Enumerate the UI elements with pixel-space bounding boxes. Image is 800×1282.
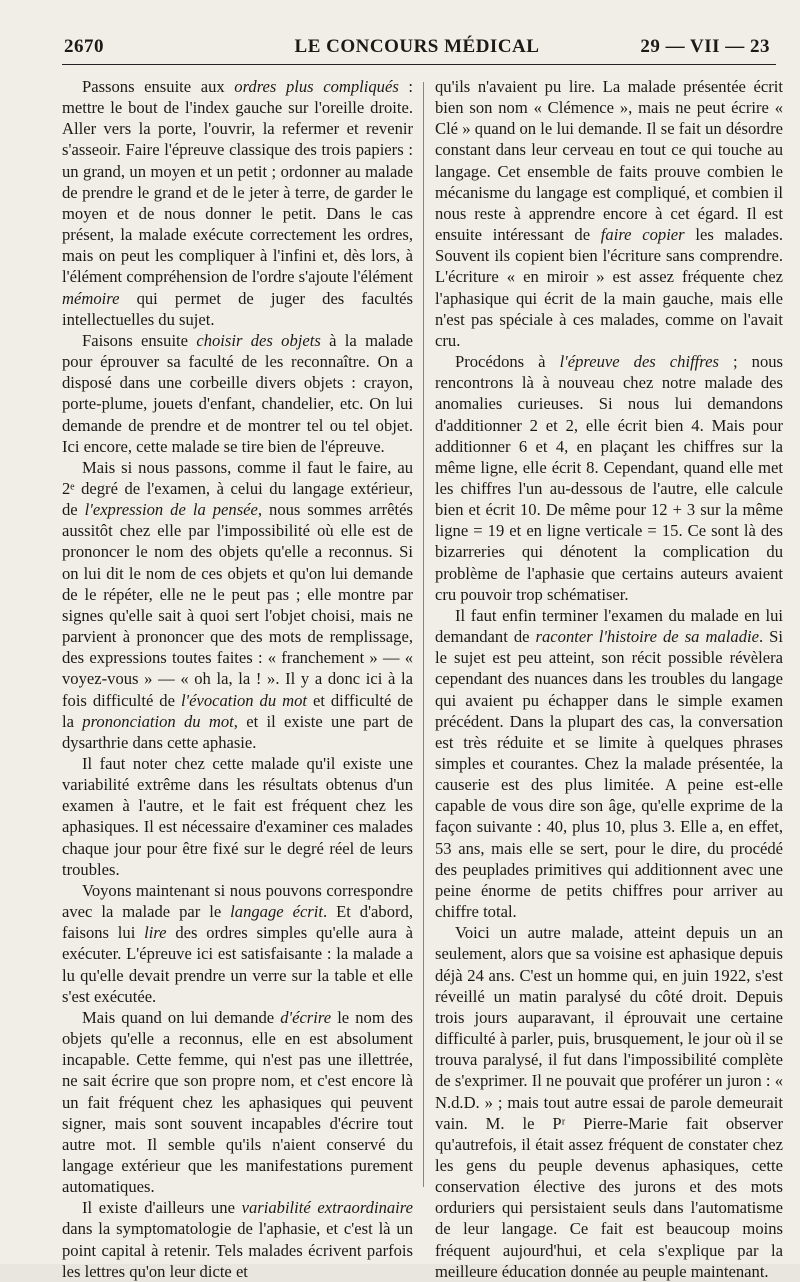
paragraph: Il faut noter chez cette malade qu'il existe une variabilité extrême dans les résultats obtenus d'un examen à l'autre, et le fait est fréquent chez les aphasiques. Il est nécessaire d'examiner ces malades chaque jour pour être fixé sur le degré réel de leurs troubles. <box>62 754 413 879</box>
paragraph: Voici un autre malade, atteint depuis un an seulement, alors que sa voisine est aphasique depuis déjà 24 ans. C'est un homme qui, en juin 1922, s'est réveillé un matin paralysé du côté droit. Depuis trois jours auparavant, il éprouvait une certaine difficulté à parler, puis, brusquement, le jour où il se trouva paralysé, il fut dans l'impossibilité complète de s'exprimer. Il ne pouvait que proférer un juron : « N.d.D. » ; mais tout autre essai de parole demeurait vain. M. le Pʳ Pierre-Marie fait observer qu'autrefois, il était assez fréquent de constater chez les gens du peuple devenus aphasiques, cette conservation élective des jurons et des mots orduriers qui persistaient seuls dans l'automatisme de leur langage. Ce fait est beaucoup moins fréquent aujourd'hui, et cela s'explique par la meilleure éducation donnée au peuple maintenant. <box>435 923 783 1281</box>
header-rule <box>62 64 776 65</box>
paragraph: Faisons ensuite choisir des objets à la malade pour éprouver sa faculté de les reconnaître. On a disposé dans une corbeille divers objets : crayon, porte-plume, jouets d'enfant, chandelier, etc. On lui demande de prendre et de montrer tel ou tel objet. Ici encore, cette malade se tire bien de l'épreuve. <box>62 330 414 456</box>
paragraph: Voyons maintenant si nous pouvons correspondre avec la malade par le langage écrit. Et d'abord, faisons lui lire des ordres simples qu'elle aura à exécuter. L'épreuve ici est satisfaisante : la malade a lu qu'elle devait prendre un verre sur la table et elle s'est exécutée. <box>62 880 414 1006</box>
paragraph: Passons ensuite aux ordres plus compliqués : mettre le bout de l'index gauche sur l'oreille droite. Aller vers la porte, l'ouvrir, la refermer et revenir s'asseoir. Faire l'épreuve classique des trois papiers : un grand, un moyen et un petit ; ordonner au malade de prendre le grand et de le jeter à terre, de garder le moyen et de nous donner le petit. Dans le cas présent, la malade exécute correctement les ordres, mais on peut les compliquer à l'infini et, dès lors, à l'élément compréhension de l'ordre s'ajoute l'élément mémoire qui permet de juger des facultés intellectuelles du sujet. <box>62 77 413 329</box>
journal-title: LE CONCOURS MÉDICAL <box>294 36 540 57</box>
paragraph: qu'ils n'avaient pu lire. La malade présentée écrit bien son nom « Clémence », mais ne peut écrire « Clé » quand on le lui demande. Il se fait un désordre constant dans leur cerveau en tout ce qui touche au langage. Cet ensemble de faits prouve combien le mécanisme du langage est compliqué, et combien il nous reste à apprendre encore à cet égard. Il est ensuite intéressant de faire copier les malades. Souvent ils copient bien l'écriture sans comprendre. L'écriture « en miroir » est assez fréquente chez l'aphasique qui écrit de la main gauche, mais elle n'est pas spéciale à ces malades, comme on l'avait cru. <box>435 77 784 350</box>
column-divider <box>423 82 424 1187</box>
right-column <box>435 76 783 1282</box>
paragraph: Mais quand on lui demande d'écrire le nom des objets qu'elle a reconnus, elle en est absolument incapable. Cette femme, qui n'est pas une illettrée, ne sait écrire que son propre nom, et c'est encore là un fait fréquent chez les aphasiques qui peuvent signer, mais sont souvent incapables d'écrire tout autre mot. Il semble qu'ils n'aient conservé du langage extérieur que les manifestations purement automatiques. <box>62 1007 413 1197</box>
paragraph: Il faut enfin terminer l'examen du malade en lui demandant de raconter l'histoire de sa maladie. Si le sujet est peu atteint, son récit possible révèlera cependant des nuances dans les troubles du langage qui avaient pu échapper dans le simple examen précédent. Dans la plupart des cas, la conversation est très réduite et se limite à quelques phrases simples et courantes. Chez la malade présentée, la causerie est des plus limitée. A peine est-elle capable de vous dire son âge, qu'elle exprime de la façon suivante : 40, plus 10, plus 3. Elle a, en effet, 53 ans, mais elle se sert, pour le dire, du procédé des peuplades primitives qui additionnent avec une peine énorme de petits chiffres pour arriver au chiffre total. <box>435 605 783 922</box>
paragraph: Mais si nous passons, comme il faut le faire, au 2ᵉ degré de l'examen, à celui du langage extérieur, de l'expression de la pensée, nous sommes arrêtés aussitôt chez elle par l'impossibilité où elle est de prononcer le nom des objets qu'elle a reconnus. Si on lui dit le nom de ces objets et qu'on lui demande de le répéter, elle ne le peut pas ; elle montre par signes qu'elle sait à quoi sert l'objet choisi, mais ne parvient à prononcer que des mots de remplissage, des expressions toutes faites : « franchement » — « voyez-vous » — « oh la, la ! ». Il y a donc ici à la fois difficulté de l'évocation du mot et difficulté de la prononciation du mot, et il existe une part de dysarthrie dans cette aphasie. <box>62 457 414 752</box>
left-column <box>62 76 413 1282</box>
paragraph: Il existe d'ailleurs une variabilité extraordinaire dans la symptomatologie de l'aphasie, et c'est là un point capital à retenir. Tels malades écrivent parfois les lettres qu'on leur dicte et <box>62 1198 413 1281</box>
page-number: 2670 <box>64 36 104 57</box>
paragraph: Procédons à l'épreuve des chiffres ; nous rencontrons là à nouveau chez notre malade des anomalies curieuses. Si nous lui demandons d'additionner 2 et 2, elle écrit bien 4. Mais pour additionner 6 et 4, en plaçant les chiffres sur la même ligne, elle écrit 8. Cependant, quand elle met les chiffres l'un au-dessous de l'autre, elle calcule bien et écrit 10. De même pour 12 + 3 sur la même ligne = 19 et en ligne verticale = 15. Ce sont là des bizarreries qui dénotent la complication du problème de l'aphasie que certains auteurs avaient cru pouvoir trop schématiser. <box>435 352 783 604</box>
issue-date: 29 — VII — 23 <box>640 36 770 57</box>
